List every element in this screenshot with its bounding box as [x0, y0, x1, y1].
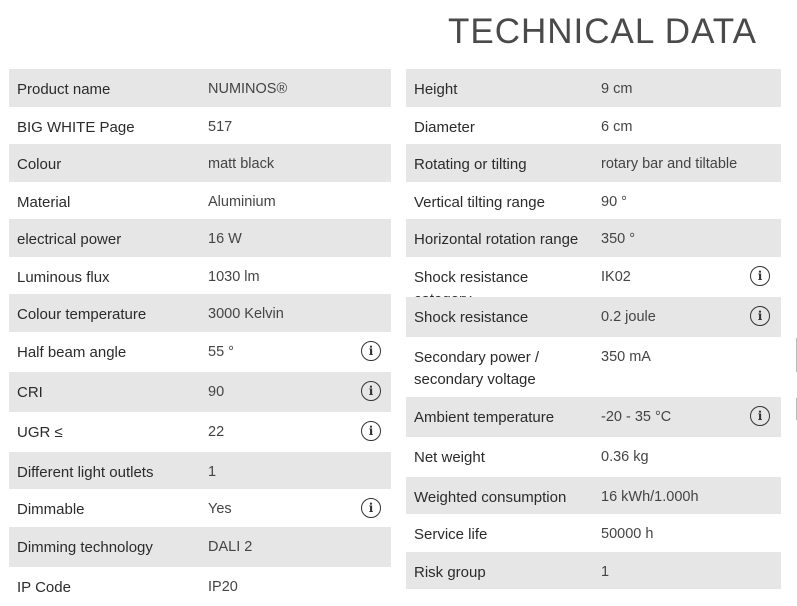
spec-label: Material: [17, 193, 71, 211]
info-icon[interactable]: i: [361, 421, 381, 441]
spec-value: DALI 2: [208, 538, 253, 555]
spec-value: 9 cm: [601, 81, 633, 97]
spec-label: electrical power: [17, 231, 122, 248]
spec-row-cri: [9, 372, 391, 412]
spec-label: BIG WHITE Page: [17, 118, 135, 136]
spec-value: 1: [208, 463, 217, 480]
spec-row-secondary-power-secondary-voltage: [406, 337, 781, 397]
spec-value: 517: [208, 118, 233, 135]
spec-row-diameter: [406, 107, 781, 145]
spec-value: 50000 h: [601, 526, 654, 542]
spec-row-net-weight: [406, 437, 781, 477]
spec-label: Ambient temperature: [414, 408, 555, 426]
spec-row-ugr: [9, 412, 391, 452]
info-icon[interactable]: i: [361, 341, 381, 361]
spec-value: 0.36 kg: [601, 448, 649, 465]
spec-label: IP Code: [17, 578, 71, 596]
spec-value: Yes: [208, 501, 232, 517]
spec-label: Diameter: [414, 118, 475, 136]
info-icon[interactable]: i: [750, 406, 770, 426]
spec-value: 90 °: [601, 193, 627, 210]
spec-row-weighted-consumption: [406, 477, 781, 515]
spec-value: 0.2 joule: [601, 308, 656, 325]
spec-label: Vertical tilting range: [414, 193, 545, 211]
spec-row-rotating-or-tilting: [406, 144, 781, 182]
spec-label: Luminous flux: [17, 268, 110, 286]
spec-value: 350 °: [601, 231, 636, 247]
left-spec-table: [9, 69, 391, 604]
spec-label: Different light outlets: [17, 463, 154, 481]
spec-label: Rotating or tilting: [414, 156, 527, 173]
spec-label: CRI: [17, 383, 43, 401]
spec-value: 6 cm: [601, 118, 633, 135]
spec-label: Dimmable: [17, 501, 85, 518]
spec-row-height: [406, 69, 781, 107]
spec-label: Shock resistance: [414, 308, 529, 326]
spec-label: Net weight: [414, 448, 485, 466]
spec-value: 350 mA: [601, 348, 651, 365]
spec-row-risk-group: [406, 552, 781, 590]
spec-label: Half beam angle: [17, 343, 127, 361]
spec-row-half-beam-angle: [9, 332, 391, 372]
spec-value: 16 W: [208, 231, 242, 247]
spec-row-vertical-tilting-range: [406, 182, 781, 220]
page-title: TECHNICAL DATA: [448, 12, 757, 51]
spec-row-different-light-outlets: [9, 452, 391, 490]
spec-label: Colour temperature: [17, 306, 147, 323]
spec-value: IK02: [601, 268, 631, 285]
spec-row-shock-resistance: [406, 297, 781, 337]
spec-label: Service life: [414, 526, 488, 543]
spec-row-electrical-power: [9, 219, 391, 257]
spec-label: Shock resistance: [414, 268, 529, 286]
spec-value: 22: [208, 423, 225, 440]
spec-label: Dimming technology: [17, 538, 153, 556]
spec-label: Secondary power / secondary voltage: [414, 348, 540, 388]
spec-row-colour: [9, 144, 391, 182]
spec-label: Weighted consumption: [414, 488, 567, 506]
spec-row-horizontal-rotation-range: [406, 219, 781, 257]
spec-row-colour-temperature: [9, 294, 391, 332]
spec-row-service-life: [406, 514, 781, 552]
info-icon[interactable]: i: [361, 498, 381, 518]
spec-row-material: [9, 182, 391, 220]
info-icon[interactable]: i: [361, 381, 381, 401]
spec-value: IP20: [208, 578, 238, 595]
spec-label: Product name: [17, 81, 111, 98]
spec-value: -20 - 35 °C: [601, 408, 672, 425]
spec-row-luminous-flux: [9, 257, 391, 295]
spec-value: 1: [601, 563, 610, 580]
right-spec-table: [406, 69, 781, 589]
spec-row-product-name: [9, 69, 391, 107]
info-icon[interactable]: i: [750, 306, 770, 326]
spec-row-dimming-technology: [9, 527, 391, 567]
spec-value: rotary bar and tiltable: [601, 156, 738, 172]
spec-value: 55 °: [208, 343, 234, 360]
spec-value: 16 kWh/1.000h: [601, 488, 699, 505]
spec-label: Height: [414, 81, 458, 98]
info-icon[interactable]: i: [750, 266, 770, 286]
spec-value: NUMINOS®: [208, 81, 288, 97]
spec-label: Colour: [17, 156, 62, 173]
spec-row-ip-code: [9, 567, 391, 605]
spec-row-ambient-temperature: [406, 397, 781, 437]
spec-label: Horizontal rotation range: [414, 231, 579, 248]
spec-value: 90: [208, 383, 225, 400]
spec-value: 3000 Kelvin: [208, 306, 284, 322]
spec-value: matt black: [208, 156, 275, 172]
spec-row-dimmable: [9, 489, 391, 527]
spec-label: Risk group: [414, 563, 486, 581]
spec-label: UGR ≤: [17, 423, 63, 441]
spec-row-shock-resistance-category: [406, 257, 781, 297]
spec-value: 1030 lm: [208, 268, 260, 285]
spec-value: Aluminium: [208, 193, 276, 210]
spec-row-big-white-page: [9, 107, 391, 145]
